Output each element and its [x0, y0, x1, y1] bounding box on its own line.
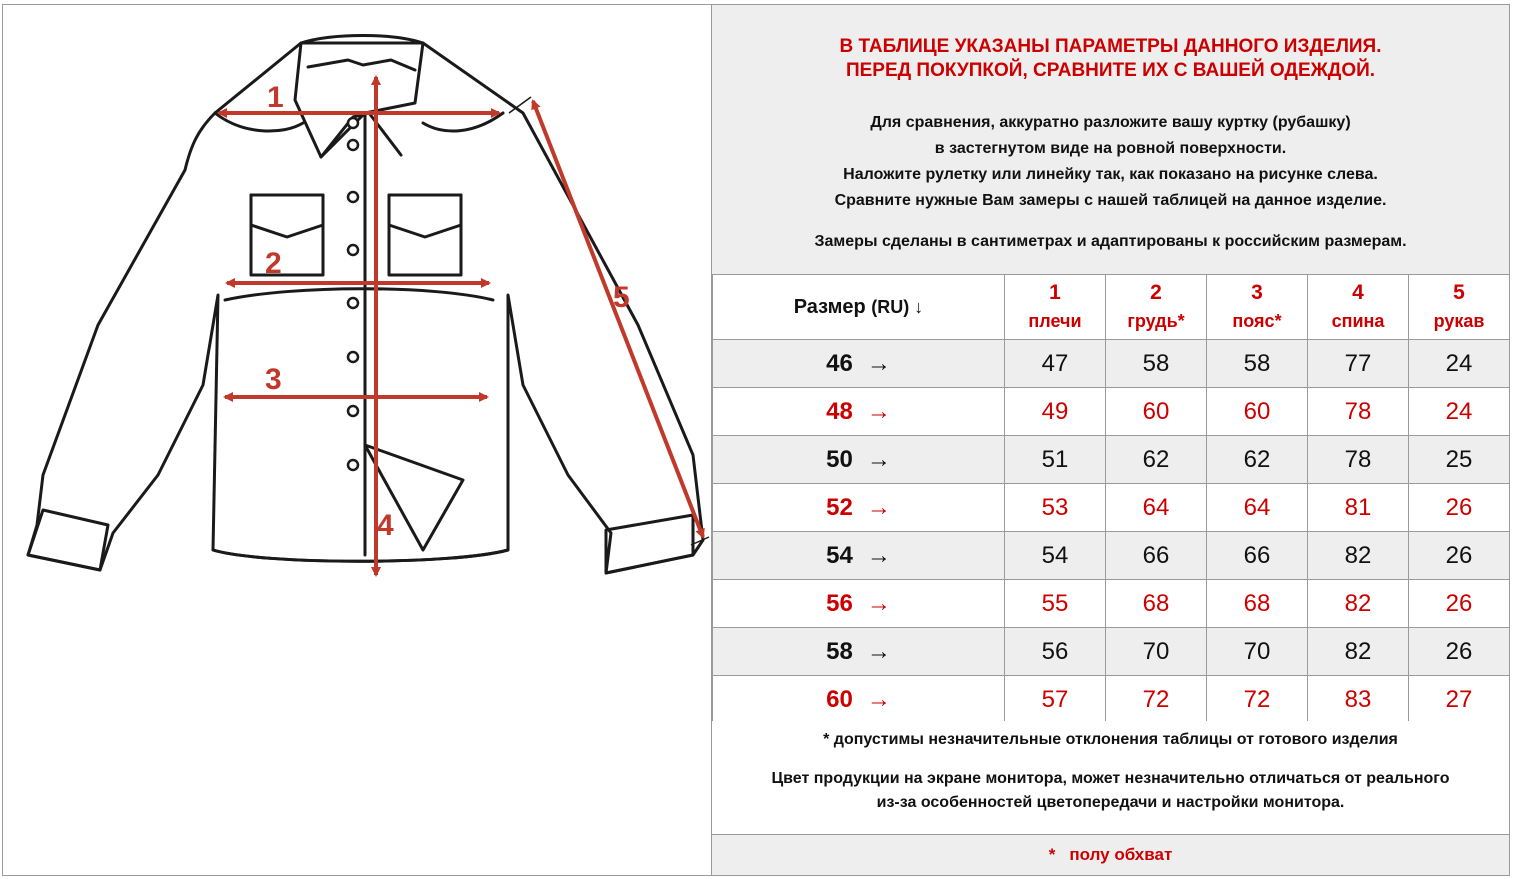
size-cell	[713, 436, 1005, 484]
table-row	[713, 628, 1510, 676]
instruction-line-3: Наложите рулетку или линейку так, как показано на рисунке слева.	[843, 166, 1378, 183]
column-header-waist	[1207, 275, 1308, 340]
table-cell: 82	[1308, 532, 1409, 580]
table-cell: 66	[1106, 532, 1207, 580]
table-cell: 72	[1207, 676, 1308, 724]
footer-notes	[712, 721, 1509, 835]
table-cell: 81	[1308, 484, 1409, 532]
instruction-line-4: Сравните нужные Вам замеры с нашей таблицей на данное изделие.	[834, 192, 1387, 209]
table-row	[713, 436, 1510, 484]
table-cell: 82	[1308, 580, 1409, 628]
table-cell: 64	[1106, 484, 1207, 532]
size-value: 60	[826, 685, 853, 713]
table-cell: 58	[1207, 340, 1308, 388]
size-column-header	[713, 275, 1005, 340]
table-row	[713, 484, 1510, 532]
asterisk: *	[1048, 845, 1056, 864]
table-cell: 26	[1409, 628, 1510, 676]
color-disclaimer-line-1: Цвет продукции на экране монитора, может незначительно отличаться от реального	[771, 770, 1450, 787]
table-cell: 72	[1106, 676, 1207, 724]
shirt-diagram	[3, 5, 711, 875]
table-cell: 24	[1409, 340, 1510, 388]
size-value: 58	[826, 637, 853, 665]
table-row	[713, 532, 1510, 580]
column-label: плечи	[1028, 311, 1082, 331]
table-row	[713, 388, 1510, 436]
measurement-lines	[219, 77, 709, 575]
table-cell: 57	[1005, 676, 1106, 724]
column-header-sleeve	[1409, 275, 1510, 340]
table-row	[713, 676, 1510, 724]
half-girth-label: полу обхват	[1069, 845, 1173, 864]
size-table	[712, 274, 1510, 724]
arrow-right-icon: →	[866, 541, 891, 569]
column-label: рукав	[1433, 311, 1485, 331]
table-cell: 54	[1005, 532, 1106, 580]
table-cell: 60	[1106, 388, 1207, 436]
column-number: 1	[1049, 281, 1061, 304]
column-number: 4	[1352, 281, 1364, 304]
arrow-right-icon: →	[866, 397, 891, 425]
table-cell: 26	[1409, 484, 1510, 532]
half-girth-note	[712, 845, 1509, 865]
arrow-right-icon: →	[866, 589, 891, 617]
measure-label-5: 5	[613, 281, 630, 314]
size-cell	[713, 676, 1005, 724]
table-cell: 26	[1409, 580, 1510, 628]
measure-label-1: 1	[267, 81, 284, 114]
shirt-outline	[28, 36, 703, 574]
size-cell	[713, 532, 1005, 580]
measure-label-4: 4	[377, 509, 394, 542]
instructions-text	[712, 110, 1509, 214]
size-header-label: Размер	[793, 295, 866, 318]
table-cell: 82	[1308, 628, 1409, 676]
measure-label-3: 3	[265, 363, 282, 396]
shirt-buttons	[348, 118, 358, 470]
units-note: Замеры сделаны в сантиметрах и адаптированы к российским размерам.	[814, 233, 1407, 250]
instruction-line-2: в застегнутом виде на ровной поверхности.	[934, 140, 1287, 157]
table-cell: 62	[1207, 436, 1308, 484]
table-cell: 56	[1005, 628, 1106, 676]
table-cell: 70	[1106, 628, 1207, 676]
color-disclaimer-line-2: из-за особенностей цветопередачи и настройки монитора.	[876, 794, 1345, 811]
header-title	[712, 35, 1509, 83]
arrow-right-icon: →	[866, 493, 891, 521]
table-cell: 70	[1207, 628, 1308, 676]
table-cell: 83	[1308, 676, 1409, 724]
column-label: грудь*	[1127, 311, 1185, 331]
size-value: 54	[826, 541, 853, 569]
table-cell: 26	[1409, 532, 1510, 580]
arrow-right-icon: →	[866, 685, 891, 713]
deviation-note: * допустимы незначительные отклонения таблицы от готового изделия	[823, 731, 1398, 748]
table-cell: 78	[1308, 436, 1409, 484]
arrow-right-icon: →	[866, 349, 891, 377]
measure-label-2: 2	[265, 247, 282, 280]
column-label: пояс*	[1232, 311, 1282, 331]
table-cell: 66	[1207, 532, 1308, 580]
size-header-ru: (RU) ↓	[871, 296, 924, 317]
table-cell: 58	[1106, 340, 1207, 388]
table-cell: 53	[1005, 484, 1106, 532]
title-line-1: В ТАБЛИЦЕ УКАЗАНЫ ПАРАМЕТРЫ ДАННОГО ИЗДЕЛИЯ.	[839, 36, 1382, 57]
size-value: 48	[826, 397, 853, 425]
table-cell: 49	[1005, 388, 1106, 436]
column-number: 5	[1453, 281, 1465, 304]
table-cell: 25	[1409, 436, 1510, 484]
table-cell: 62	[1106, 436, 1207, 484]
table-cell: 47	[1005, 340, 1106, 388]
size-cell	[713, 628, 1005, 676]
color-disclaimer	[712, 767, 1509, 815]
instructions-header	[712, 5, 1509, 275]
size-value: 52	[826, 493, 853, 521]
column-number: 2	[1150, 281, 1162, 304]
table-cell: 55	[1005, 580, 1106, 628]
shirt-diagram-panel	[3, 5, 711, 875]
table-cell: 68	[1106, 580, 1207, 628]
table-cell: 68	[1207, 580, 1308, 628]
column-header-back	[1308, 275, 1409, 340]
size-chart-panel	[712, 5, 1509, 875]
column-label: спина	[1331, 311, 1385, 331]
column-header-shoulders	[1005, 275, 1106, 340]
table-cell: 77	[1308, 340, 1409, 388]
table-cell: 78	[1308, 388, 1409, 436]
table-header-row	[713, 275, 1510, 340]
table-cell: 27	[1409, 676, 1510, 724]
table-cell: 24	[1409, 388, 1510, 436]
size-value: 50	[826, 445, 853, 473]
table-cell: 51	[1005, 436, 1106, 484]
table-row	[713, 580, 1510, 628]
column-header-chest	[1106, 275, 1207, 340]
arrow-right-icon: →	[866, 445, 891, 473]
size-cell	[713, 388, 1005, 436]
size-cell	[713, 340, 1005, 388]
size-value: 46	[826, 349, 853, 377]
size-cell	[713, 484, 1005, 532]
measure-line-sleeve	[533, 101, 703, 537]
size-cell	[713, 580, 1005, 628]
half-girth-note-box	[712, 835, 1509, 875]
table-cell: 60	[1207, 388, 1308, 436]
arrow-right-icon: →	[866, 637, 891, 665]
instruction-line-1: Для сравнения, аккуратно разложите вашу куртку (рубашку)	[870, 114, 1351, 131]
table-cell: 64	[1207, 484, 1308, 532]
table-row	[713, 340, 1510, 388]
title-line-2: ПЕРЕД ПОКУПКОЙ, СРАВНИТЕ ИХ С ВАШЕЙ ОДЕЖДОЙ.	[845, 60, 1376, 81]
column-number: 3	[1251, 281, 1263, 304]
size-value: 56	[826, 589, 853, 617]
